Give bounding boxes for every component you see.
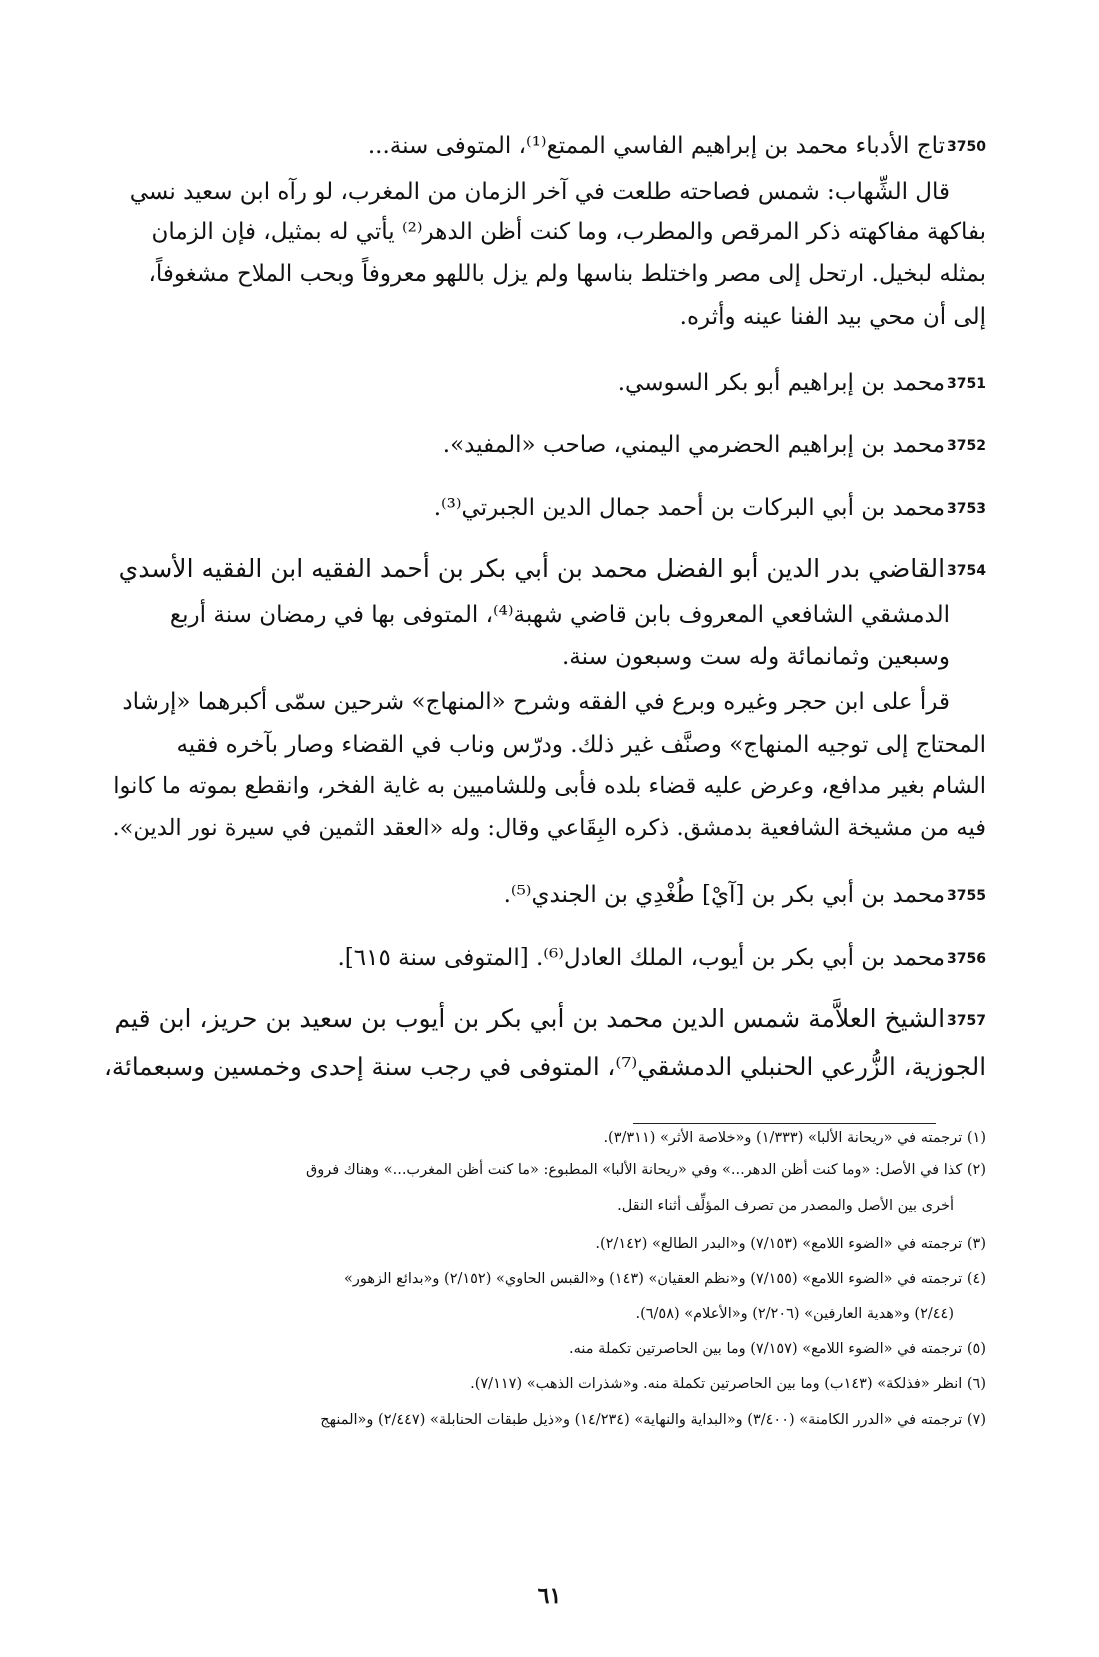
entry-text-line: الجوزية، الزُّرعي الحنبلي الدمشقي⁽⁷⁾، المتوفى في رجب سنة إحدى وخمسين وسبعمائة، bbox=[103, 1052, 986, 1081]
entry-number: 3755 bbox=[947, 888, 986, 904]
footnote-6: (٦) انظر «فذلكة» (١٤٣ب) وما بين الحاصرتين تكملة منه. و«شذرات الذهب» (٧/١١٧). bbox=[470, 1376, 986, 1392]
entry-heading-line: 3757الشيخ العلاَّمة شمس الدين محمد بن أبي بكر بن أيوب بن سعيد بن حريز، ابن قيم bbox=[114, 1001, 986, 1039]
entry-heading-line: 3754القاضي بدر الدين أبو الفضل محمد بن أبي بكر بن أحمد الفقيه ابن الفقيه الأسدي bbox=[119, 551, 986, 589]
entry-text-line: قرأ على ابن حجر وغيره وبرع في الفقه وشرح «المنهاج» شرحين سمّى أكبرهما «إرشاد bbox=[122, 689, 950, 715]
entry-number: 3753 bbox=[947, 501, 986, 517]
entry-text-line: الدمشقي الشافعي المعروف بابن قاضي شهبة⁽⁴⁾، المتوفى بها في رمضان سنة أربع bbox=[169, 602, 950, 628]
entry-heading-line: 3752محمد بن إبراهيم الحضرمي اليمني، صاحب «المفيد». bbox=[443, 427, 986, 464]
footnote-4: (٤) ترجمته في «الضوء اللامع» (٧/١٥٥) و«نظم العقيان» (١٤٣) و«القبس الحاوي» (٢/١٥٢) و«بدائع الزهور» bbox=[344, 1271, 986, 1287]
footnote-2: (٢) كذا في الأصل: «وما كنت أظن الدهر...» وفي «ريحانة الألبا» المطبوع: «ما كنت أظن المغرب...» وهناك فروق bbox=[305, 1162, 986, 1178]
entry-heading-line: 3756محمد بن أبي بكر بن أيوب، الملك العادل⁽⁶⁾. [المتوفى سنة ٦١٥]. bbox=[338, 940, 987, 977]
entry-number: 3751 bbox=[947, 376, 986, 392]
footnote-1: (١) ترجمته في «ريحانة الألبا» (١/٣٣٣) و«خلاصة الأثر» (٣/٣١١). bbox=[603, 1130, 986, 1146]
entry-text-line: وسبعين وثمانمائة وله ست وسبعون سنة. bbox=[561, 644, 950, 670]
entry-heading-line: 3751محمد بن إبراهيم أبو بكر السوسي. bbox=[618, 365, 986, 402]
entry-number: 3752 bbox=[947, 438, 986, 454]
entry-number: 3756 bbox=[947, 951, 986, 967]
entry-number: 3757 bbox=[947, 1013, 986, 1029]
entry-text-line: بمثله لبخيل. ارتحل إلى مصر واختلط بناسها ولم يزل باللهو معروفاً وبحب الملاح مشغوفاً، bbox=[148, 261, 986, 287]
entry-text-line: قال الشِّهاب: شمس فصاحته طلعت في آخر الزمان من المغرب، لو رآه ابن سعيد نسي bbox=[129, 179, 950, 205]
entry-text-line: إلى أن محي بيد الفنا عينه وأثره. bbox=[679, 304, 986, 330]
entry-text-line: بفاكهة مفاكهته ذكر المرقص والمطرب، وما كنت أظن الدهر⁽²⁾ يأتي له بمثيل، فإن الزمان bbox=[151, 219, 986, 245]
footnote-4-continued: (٢/٤٤) و«هدية العارفين» (٢/٢٠٦) و«الأعلام» (٦/٥٨). bbox=[635, 1306, 954, 1322]
footnote-separator bbox=[633, 1123, 936, 1124]
footnote-7: (٧) ترجمته في «الدرر الكامنة» (٣/٤٠٠) و«البداية والنهاية» (١٤/٢٣٤) و«ذيل طبقات الحنابلة» (٢/٤٤٧) و«المنهج bbox=[320, 1412, 986, 1428]
footnote-3: (٣) ترجمته في «الضوء اللامع» (٧/١٥٣) و«البدر الطالع» (٢/١٤٢). bbox=[595, 1236, 986, 1252]
entry-number: 3754 bbox=[947, 563, 986, 579]
entry-number: 3750 bbox=[947, 139, 986, 155]
entry-text-line: المحتاج إلى توجيه المنهاج» وصنَّف غير ذلك. ودرّس وناب في القضاء وصار بآخره فقيه bbox=[176, 732, 986, 758]
footnote-2-continued: أخرى بين الأصل والمصدر من تصرف المؤلِّف أثناء النقل. bbox=[617, 1198, 954, 1214]
entry-heading-line: 3755محمد بن أبي بكر بن [آيْ] طُغْدِي بن الجندي⁽⁵⁾. bbox=[504, 877, 986, 914]
footnote-5: (٥) ترجمته في «الضوء اللامع» (٧/١٥٧) وما بين الحاصرتين تكملة منه. bbox=[569, 1341, 986, 1357]
page-number: ٦١ bbox=[537, 1583, 562, 1609]
entry-heading-line: 3753محمد بن أبي البركات بن أحمد جمال الدين الجبرتي⁽³⁾. bbox=[434, 490, 986, 527]
entry-text-line: الشام بغير مدافع، وعرض عليه قضاء بلده فأبى وللشاميين به غاية الفخر، وانقطع بموته ما كانوا bbox=[113, 773, 986, 799]
entry-heading-line: 3750تاج الأدباء محمد بن إبراهيم الفاسي الممتع⁽¹⁾، المتوفى سنة... bbox=[368, 128, 986, 165]
entry-text-line: فيه من مشيخة الشافعية بدمشق. ذكره البِقَاعي وقال: وله «العقد الثمين في سيرة نور الدين». bbox=[112, 815, 986, 841]
